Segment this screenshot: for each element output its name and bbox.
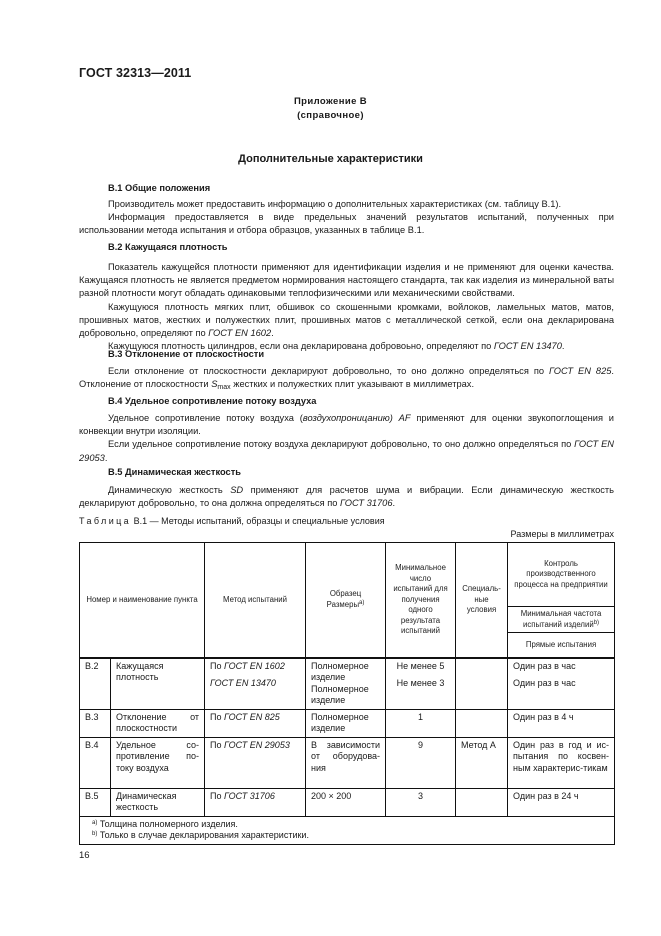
- row-min-tests: 1: [386, 709, 456, 737]
- paragraph: Производитель может предоставить информацию о дополнительных характеристиках (см. таблицу В.1).: [108, 199, 562, 209]
- section-b2-body: [79, 261, 614, 353]
- section-heading-b5: В.5 Динамическая жесткость: [108, 467, 241, 477]
- annex-subtitle: (справочное): [297, 110, 364, 121]
- paragraph: Кажущуюся плотность цилиндров, если она декларирована добровоьно, определяют по ГОСТ EN 13470.: [108, 341, 565, 352]
- row-sample: Полномерное изделие: [306, 709, 386, 737]
- paragraph: Кажущуюся плотность мягких плит, обшивок со скошенными кромками, войлоков, ламельных матов, матов, прошивных матов, жестких и полужестких плит, прошивных матов с металлической сеткой, если она декларирована добровольно, определяют по ГОСТ EN 1602.: [79, 301, 614, 339]
- paragraph: Показатель кажущейся плотности применяют для идентификации изделия и не применяют для оценки качества. Кажущаяся плотность не является предметом нормирования настоящего стандарта, так как изделия из минеральной ваты разной плотности могут обладать одинаковыми теплофизическими или механическими свойствами.: [79, 262, 614, 299]
- standard-reference-link: ГОСТ EN 1602: [208, 328, 272, 339]
- header-method: Метод испытаний: [205, 543, 306, 658]
- row-number: В.2: [80, 658, 111, 710]
- standard-reference-link: ГОСТ EN 29053: [79, 439, 614, 463]
- row-name: Отклонение от плоскостности: [111, 709, 205, 737]
- row-name: Кажущаяся плотность: [111, 658, 205, 710]
- page-heading: Дополнительные характеристики: [238, 153, 423, 165]
- row-min-tests: 3: [386, 788, 456, 816]
- row-special: [456, 658, 508, 710]
- table-units-note: Размеры в миллиметрах: [510, 529, 614, 539]
- row-number: В.5: [80, 788, 111, 816]
- paragraph: Если удельное сопротивление потоку воздуха декларируют добровольно, то оно должно определяться по ГОСТ EN 29053.: [79, 439, 614, 463]
- section-heading-b1: В.1 Общие положения: [108, 183, 211, 193]
- row-method: По ГОСТ 31706: [205, 788, 306, 816]
- annex-title: Приложение В: [293, 96, 368, 107]
- section-heading-b4: В.4 Удельное сопротивление потоку воздуха: [108, 396, 317, 406]
- row-frequency: Один раз в час Один раз в час: [508, 658, 615, 710]
- row-special: [456, 788, 508, 816]
- section-b3-body: [79, 365, 614, 394]
- row-sample: Полномерное изделие Полномерное изделие: [306, 658, 386, 710]
- table-row: [80, 788, 615, 816]
- paragraph: Если отклонение от плоскостности декларируют добровольно, то оно должно определяться по ГОСТ EN 825. Отклонение от плоскостности $S_{max}$ жестких и полужестких плит указывают в миллиметрах.: [79, 366, 615, 392]
- row-sample: В зависимости от оборудова-ния: [306, 737, 386, 788]
- row-frequency: Один раз в год и ис-пытания по косвен-ным характерис-тикам: [508, 737, 615, 788]
- row-number: В.3: [80, 709, 111, 737]
- footnote: $^{а)}$ Толщина полномерного изделия.: [92, 818, 238, 829]
- row-min-tests: Не менее 5 Не менее 3: [386, 658, 456, 710]
- paragraph: Динамическую жесткость SD применяют для расчетов шума и вибрации. Если динамическую жесткость декларируют добровольно, то она должна определяться по ГОСТ 31706.: [79, 485, 614, 509]
- page-number: 16: [79, 850, 90, 861]
- footnotes: [80, 816, 615, 844]
- header-direct-tests: Прямые испытания: [508, 633, 615, 658]
- standard-reference-link: ГОСТ EN 825: [549, 366, 612, 376]
- table-footnotes: [80, 816, 615, 844]
- header-min-tests: Минимальное число испытаний для получения одного результата испытаний: [386, 543, 456, 658]
- row-special: Метод А: [456, 737, 508, 788]
- row-sample: 200 × 200: [306, 788, 386, 816]
- document-number: ГОСТ 32313—2011: [79, 66, 192, 80]
- section-heading-b3: В.3 Отклонение от плоскостности: [108, 349, 265, 359]
- header-sample: Образец Размеры$^{а)}$: [306, 543, 386, 658]
- row-frequency: Один раз в 24 ч: [508, 788, 615, 816]
- header-min-frequency: Минимальная частота испытаний изделий$^{b)}$: [508, 607, 615, 633]
- header-item: Номер и наименование пункта: [80, 543, 205, 658]
- table-caption: Таблица В.1 — Методы испытаний, образцы и специальные условия: [79, 516, 385, 526]
- section-b1-body: [79, 198, 614, 238]
- row-name: Удельное со-противление по-току воздуха: [111, 737, 205, 788]
- table-row: [80, 658, 615, 710]
- row-name: Динамическая жесткость: [111, 788, 205, 816]
- section-b5-body: [79, 484, 614, 510]
- standard-reference-link: ГОСТ EN 13470: [493, 341, 562, 352]
- row-method: По ГОСТ EN 825: [205, 709, 306, 737]
- header-production-control: Контроль производственного процесса на предприятии: [508, 543, 615, 607]
- row-method: По ГОСТ EN 29053: [205, 737, 306, 788]
- table-row: [80, 737, 615, 788]
- row-min-tests: 9: [386, 737, 456, 788]
- row-method: По ГОСТ EN 1602 ГОСТ EN 13470: [205, 658, 306, 710]
- test-methods-table: [79, 542, 615, 845]
- section-b4-body: [79, 412, 614, 465]
- table-row: [80, 709, 615, 737]
- section-heading-b2: В.2 Кажущаяся плотность: [108, 242, 228, 252]
- row-frequency: Один раз в 4 ч: [508, 709, 615, 737]
- row-special: [456, 709, 508, 737]
- paragraph: Удельное сопротивление потоку воздуха (воздухопроницанию) AF применяют для оценки звукопоглощения и конвекции внутри изоляции.: [79, 413, 614, 437]
- row-number: В.4: [80, 737, 111, 788]
- paragraph: Информация предоставляется в виде предельных значений результатов испытаний, полученных при использовании метода испытания и отбора образцов, указанных в таблице В.1.: [79, 212, 614, 236]
- standard-reference-link: ГОСТ 31706: [340, 498, 393, 509]
- footnote: $^{b)}$ Только в случае декларирования характеристики.: [92, 830, 309, 840]
- header-special-conditions: Специаль-ные условия: [456, 543, 508, 658]
